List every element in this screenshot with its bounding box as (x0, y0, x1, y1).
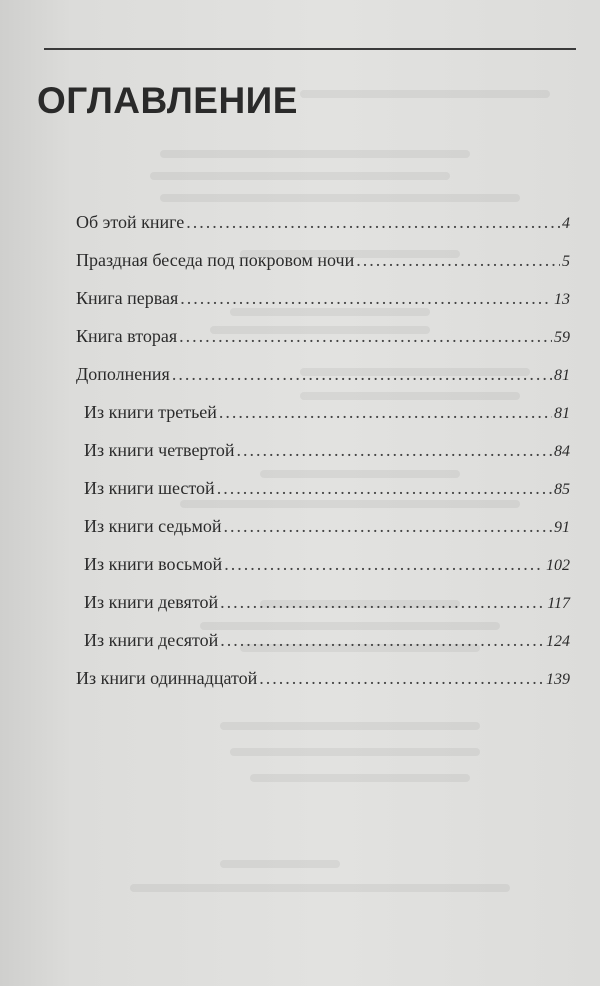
toc-entry-page: 102 (546, 557, 570, 574)
toc-entry-title: Из книги седьмой (84, 516, 222, 536)
leader-dots (186, 212, 560, 233)
toc-entry[interactable] (76, 288, 570, 316)
toc-entry-page: 84 (554, 443, 570, 460)
leader-dots (224, 554, 544, 575)
toc-entry[interactable] (84, 440, 570, 468)
leader-dots (220, 630, 544, 651)
toc-entry-page: 13 (554, 291, 570, 308)
toc-entry[interactable] (84, 554, 570, 582)
toc-entry[interactable] (76, 326, 570, 354)
toc-entry[interactable] (76, 250, 570, 278)
toc-entry-page: 5 (562, 253, 570, 270)
toc-entry-title: Об этой книге (76, 212, 185, 232)
toc-entry-page: 81 (554, 405, 570, 422)
leader-dots (217, 478, 552, 499)
leader-dots (236, 440, 552, 461)
toc-entry-title: Из книги восьмой (84, 554, 223, 574)
toc-entry-page: 91 (554, 519, 570, 536)
leader-dots (219, 402, 552, 423)
toc-entry-page: 117 (547, 595, 570, 612)
toc-entry-title: Из книги четвертой (84, 440, 235, 460)
toc-entry[interactable] (76, 212, 570, 240)
leader-dots (172, 364, 552, 385)
toc-entry[interactable] (76, 364, 570, 392)
leader-dots (224, 516, 553, 537)
toc-entry[interactable] (76, 668, 570, 696)
toc-entry-title: Из книги десятой (84, 630, 219, 650)
leader-dots (356, 250, 560, 271)
toc-entry-title: Из книги девятой (84, 592, 219, 612)
toc-entry-title: Книга первая (76, 288, 179, 308)
toc-entry-title: Дополнения (76, 364, 170, 384)
toc-entry[interactable] (84, 402, 570, 430)
toc-entry-page: 85 (554, 481, 570, 498)
toc-entry[interactable] (84, 592, 570, 620)
toc-entry-title: Из книги одиннадцатой (76, 668, 258, 688)
leader-dots (259, 668, 544, 689)
toc-entry-title: Праздная беседа под покровом ночи (76, 250, 355, 270)
leader-dots (180, 288, 552, 309)
toc-entry-title: Из книги третьей (84, 402, 217, 422)
toc-entry-title: Из книги шестой (84, 478, 215, 498)
page-title: ОГЛАВЛЕНИЕ (37, 80, 298, 121)
toc-entry[interactable] (84, 516, 570, 544)
toc-entry-title: Книга вторая (76, 326, 178, 346)
toc-entry-page: 4 (562, 215, 570, 232)
top-rule (44, 48, 576, 50)
toc-entry[interactable] (84, 630, 570, 658)
toc-entry[interactable] (84, 478, 570, 506)
toc-entry-page: 59 (554, 329, 570, 346)
toc-entry-page: 139 (546, 671, 570, 688)
toc-entry-page: 81 (554, 367, 570, 384)
leader-dots (220, 592, 545, 613)
toc-entry-page: 124 (546, 633, 570, 650)
leader-dots (179, 326, 552, 347)
